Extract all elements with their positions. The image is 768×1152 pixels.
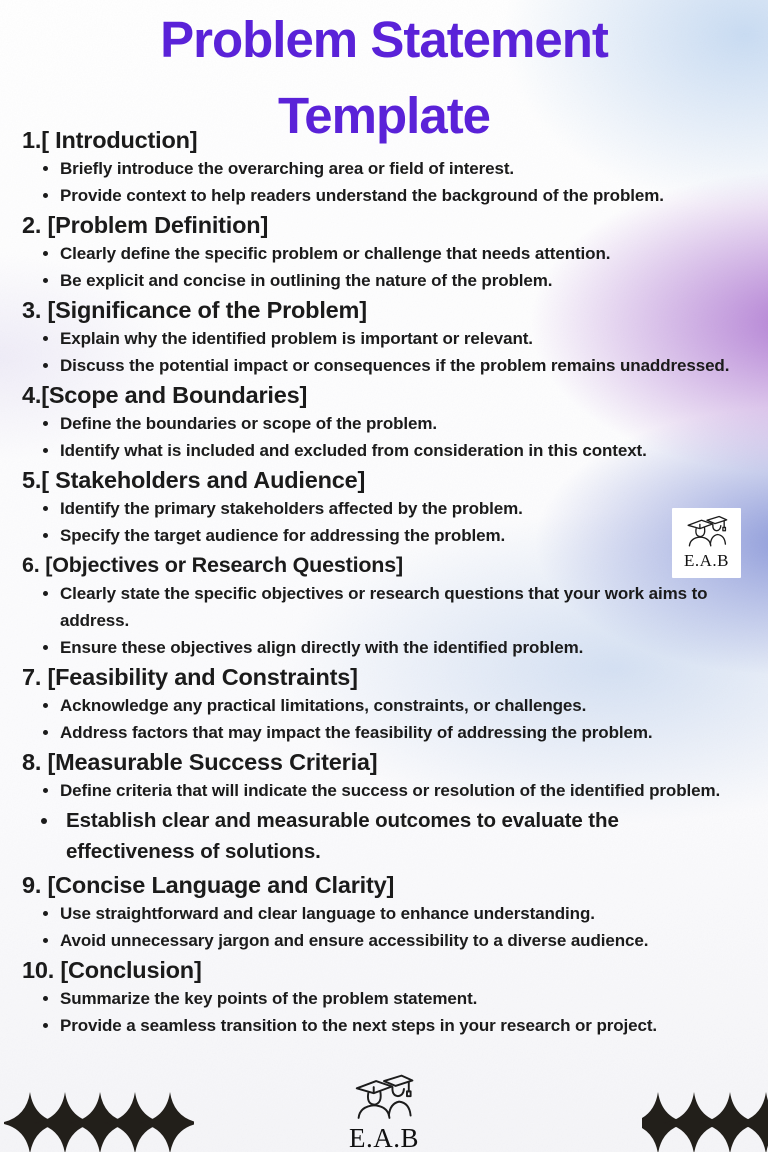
section-objectives-questions bbox=[22, 552, 748, 661]
eab-footer-logo-text: E.A.B bbox=[349, 1123, 419, 1152]
bullet-item: • Summarize the key points of the problem statement. bbox=[60, 985, 748, 1012]
eab-logo-badge bbox=[672, 508, 741, 578]
section-bullets bbox=[22, 985, 748, 1039]
bullet-item: • Discuss the potential impact or consequences if the problem remains unaddressed. bbox=[60, 352, 748, 379]
section-heading: 3. [Significance of the Problem] bbox=[22, 297, 367, 323]
sparkle-stars-left-icon bbox=[4, 1092, 194, 1152]
section-bullets bbox=[22, 777, 748, 869]
bullet-item: • Clearly state the specific objectives or research questions that your work aims to address. bbox=[60, 580, 748, 634]
bullet-item: • Use straightforward and clear language to enhance understanding. bbox=[60, 900, 748, 927]
bullet-item: • Identify what is included and excluded from consideration in this context. bbox=[60, 437, 748, 464]
section-problem-definition bbox=[22, 212, 748, 294]
section-significance bbox=[22, 297, 748, 379]
eab-logo-text: E.A.B bbox=[684, 551, 729, 570]
section-bullets bbox=[22, 410, 748, 464]
section-bullets bbox=[22, 900, 748, 954]
two-graduates-icon bbox=[353, 1072, 415, 1124]
bullet-item: • Define criteria that will indicate the success or resolution of the identified problem. bbox=[60, 777, 748, 804]
bullet-item: • Briefly introduce the overarching area or field of interest. bbox=[60, 155, 748, 182]
page-title-line1: Problem Statement bbox=[160, 11, 608, 68]
section-bullets bbox=[22, 495, 748, 549]
bullet-item: • Provide a seamless transition to the next steps in your research or project. bbox=[60, 1012, 748, 1039]
bullet-item: • Clearly define the specific problem or challenge that needs attention. bbox=[60, 240, 748, 267]
bullet-item: • Acknowledge any practical limitations, constraints, or challenges. bbox=[60, 692, 748, 719]
section-heading: 8. [Measurable Success Criteria] bbox=[22, 749, 378, 775]
section-heading: 2. [Problem Definition] bbox=[22, 212, 269, 238]
sparkle-stars-right-icon bbox=[642, 1092, 768, 1152]
page-title-line2: Template bbox=[277, 87, 491, 144]
section-bullets bbox=[22, 325, 748, 379]
section-heading: 4.[Scope and Boundaries] bbox=[22, 382, 308, 408]
template-sections bbox=[22, 126, 748, 1042]
section-heading: 7. [Feasibility and Constraints] bbox=[22, 664, 358, 690]
section-stakeholders-audience bbox=[22, 467, 748, 549]
section-conclusion bbox=[22, 957, 748, 1039]
section-language-clarity bbox=[22, 872, 748, 954]
section-success-criteria bbox=[22, 749, 748, 869]
section-heading: 6. [Objectives or Research Questions] bbox=[22, 553, 403, 577]
bullet-item: • Avoid unnecessary jargon and ensure accessibility to a diverse audience. bbox=[60, 927, 748, 954]
two-graduates-icon bbox=[686, 514, 728, 550]
section-heading: 9. [Concise Language and Clarity] bbox=[22, 872, 395, 898]
section-heading: 1.[ Introduction] bbox=[22, 127, 198, 153]
section-scope-boundaries bbox=[22, 382, 748, 464]
section-feasibility-constraints bbox=[22, 664, 748, 746]
section-bullets bbox=[22, 155, 748, 209]
bullet-item: • Establish clear and measurable outcomes to evaluate the effectiveness of solutions. bbox=[60, 804, 748, 869]
section-heading: 10. [Conclusion] bbox=[22, 957, 202, 983]
bullet-item: • Explain why the identified problem is important or relevant. bbox=[60, 325, 748, 352]
bullet-item: • Define the boundaries or scope of the problem. bbox=[60, 410, 748, 437]
bullet-item: • Address factors that may impact the feasibility of addressing the problem. bbox=[60, 719, 748, 746]
section-bullets bbox=[22, 240, 748, 294]
bullet-item: • Identify the primary stakeholders affected by the problem. bbox=[60, 495, 748, 522]
bullet-item: • Be explicit and concise in outlining the nature of the problem. bbox=[60, 267, 748, 294]
section-bullets bbox=[22, 692, 748, 746]
eab-footer-logo bbox=[324, 1072, 444, 1152]
bullet-item: • Specify the target audience for addressing the problem. bbox=[60, 522, 748, 549]
section-introduction bbox=[22, 127, 748, 209]
section-bullets bbox=[22, 580, 748, 661]
section-heading: 5.[ Stakeholders and Audience] bbox=[22, 467, 366, 493]
bullet-item: • Provide context to help readers understand the background of the problem. bbox=[60, 182, 748, 209]
bullet-item: • Ensure these objectives align directly with the identified problem. bbox=[60, 634, 748, 661]
